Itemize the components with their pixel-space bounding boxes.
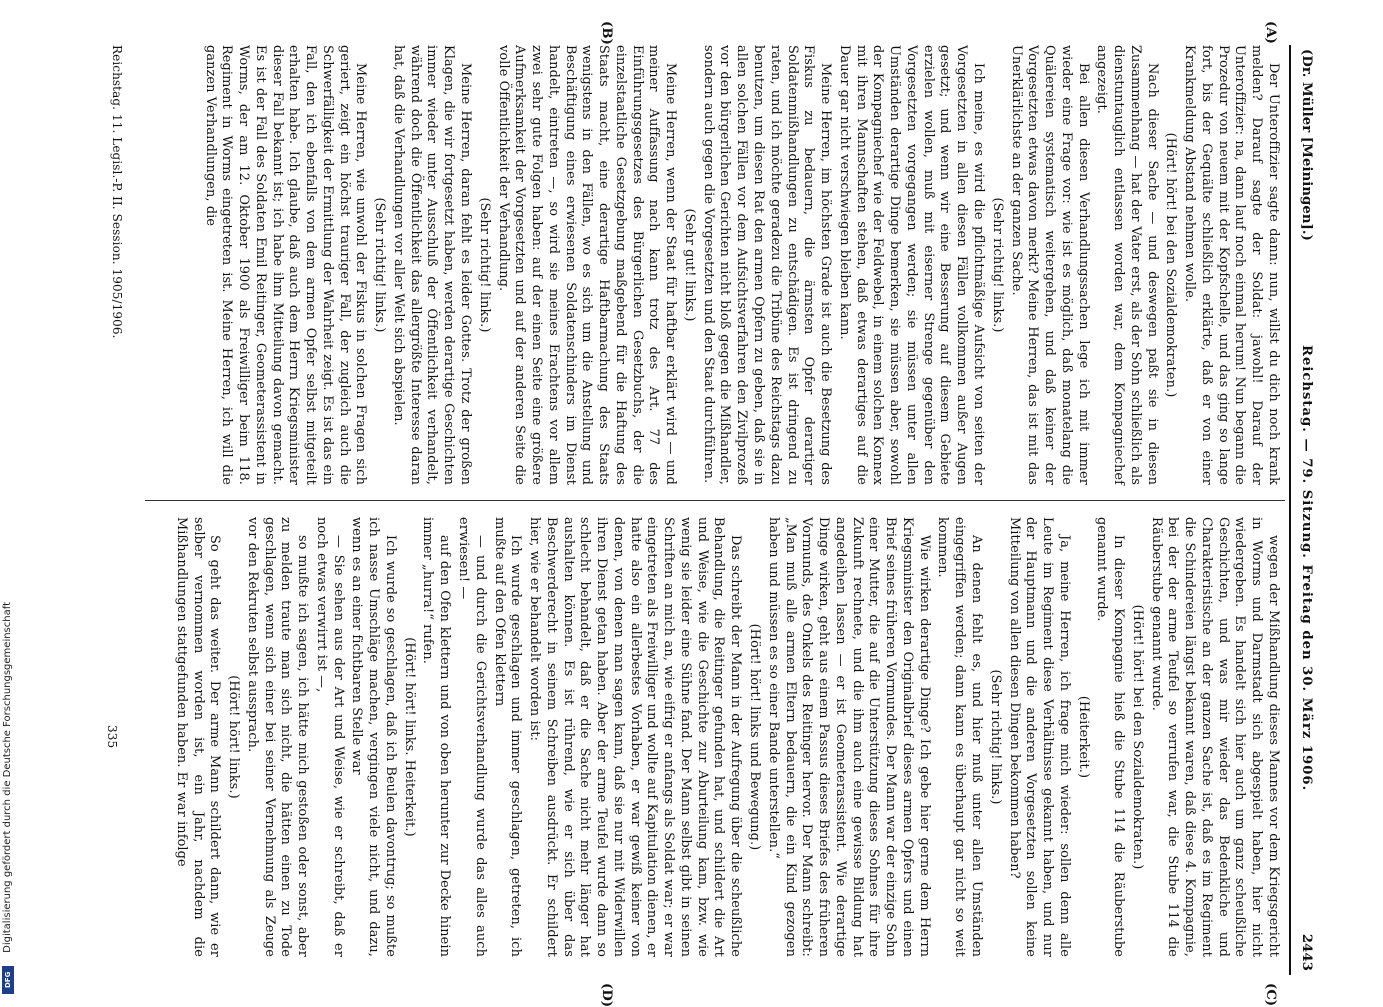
right-column-paragraph: Ich wurde geschlagen und immer geschlagen, getreten, ich mußte auf den Ofen klettern — [491, 517, 524, 957]
column-divider — [145, 500, 1285, 501]
footer-sheet-number: 335 — [105, 725, 119, 749]
funding-note: Digitalisierung gefördert durch die Deutsche Forschungsgemeinschaft — [2, 602, 13, 953]
left-column — [199, 45, 1281, 485]
right-column-paragraph: Ich wurde so geschlagen, daß ich Beulen davontrug; so mußte ich nasse Umschläge machen, vergingen viele nicht, und dazu, wenn es an einer fichtbaren Stelle war — [349, 517, 398, 957]
right-column-paragraph: (Hört! hört! links.) — [226, 675, 242, 799]
left-column-paragraph: Meine Herren, daran fehlt es leider Gottes. Trotz der großen Klagen, die wir fortgesetzt haben, werden derartige Geschichten immer wieder unter Ausschluß der Öffentlichkeit verhandelt, während doch die Öffentlichkeit das allergrößte Interesse daran hat, daß die Verhandlungen vor aller Welt sich abspielen. — [390, 45, 474, 485]
left-column-paragraph: Der Unteroffizier sagte dann: nun, willst du dich noch krank melden? Darauf sagte der Soldat: jawohl! Darauf der Unteroffizier: na, dann lauf noch einmal herum! Nun begann die Prozedur von neuem mit der Kopfschelle, und das ging so lange fort, bis der Gequälte schließlich erklärte, daß er von einer Krankmeldung Abstand nehmen wolle. — [1182, 45, 1281, 485]
right-column-paragraph: — und durch die Gerichtsverhandlung wurde das alles auch erwiesen! — — [456, 517, 488, 957]
header-speaker: (Dr. Müller [Meiningen].) — [1299, 49, 1314, 241]
right-column-paragraph: An denen fehlt es, und hier muß unter allen Umständen eingegriffen werden; dann kann es überhaupt gar nicht so weit kommen. — [935, 517, 984, 957]
dfg-logo: DFG — [2, 966, 14, 994]
left-column-paragraph: Bei allen diesen Verhandlungssachen lege ich mit immer wieder eine Frage vor: wie ist es möglich, daß monatelang die Quälereien systematisch weitergehen, und daß keiner der Vorgesetzten etwas davon merkt? Meine Herren, das ist mit das Unerklärlichste an der ganzen Sache. — [1008, 45, 1091, 485]
right-column-paragraph: — Sie sehen aus der Art und Weise, wie er schreibt, daß er noch etwas verwirrt ist —, — [313, 517, 346, 957]
left-column-paragraph: (Sehr richtig! links.) — [476, 197, 492, 333]
header-page-number: 2443 — [1299, 933, 1314, 971]
page-header — [1289, 45, 1315, 975]
newspaper-page — [75, 21, 1315, 1007]
right-column-paragraph: wegen der Mißhandlung dieses Mannes vor dem Kriegsgericht in Worms und Darmstadt sich abgespielt haben, hier nicht wiedergeben. Es handelt sich hier auch um ganz scheußliche Geschichten, und was mir wieder das Bedenkliche und Charakteristische an der ganzen Sache ist, daß es im Regiment die Schindereien längst bekannt waren, daß diese 4. Kompagnie, bei der der arme Teufel so verrufen war, die Stube 114 die Räuberstube genannt wurde. — [1148, 517, 1281, 957]
left-column-paragraph: (Hört! hört! bei den Sozialdemokraten.) — [1163, 132, 1179, 398]
right-column-paragraph: auf den Ofen klettern und von oben herunter zur Decke hinein immer „hurra!“ rufen. — [420, 517, 453, 957]
right-column — [170, 517, 1281, 957]
left-column-paragraph: (Sehr richtig! links.) — [989, 197, 1005, 333]
margin-marker-b: (B) — [599, 21, 614, 45]
right-column-paragraph: (Sehr richtig! links.) — [987, 669, 1003, 805]
left-column-paragraph: Ich meine, es wird die pflichtmäßige Aufsicht von seiten der Vorgesetzten in allen diesen Fällen vollkommen außer Augen gesetzt; und wenn wir eine Besserung auf diesem Gebiete erzielen wollen, muß mit eiserner Strenge gegenüber den Vorgesetzten vorgegangen werden; sie müssen unter allen Umständen derartige Dinge bemerken, sie müssen aber, sowohl der Kompagniechef wie der Feldwebel, in einem solchen Konnex mit ihren Mannschaften stehen, daß etwas derartiges auf die Dauer gar nicht verschwiegen bleiben kann. — [836, 45, 986, 485]
right-column-paragraph: Das schreibt der Mann in der Aufregung über die scheußliche Behandlung, die Reitinger gefunden hat, und schildert die Art und Weise, wie die Geschichte zur Aburteilung kam, bzw. wie wenig sie leider eine Sühne fand. Der Mann selbst gibt in seinen Schriften an mich an, wie eifrig er anfangs als Soldat war; er war eingetreten als Freiwilliger und wollte auf Kapitulation dienen, er hatte also ein allerbestes Vorhaben, er war gewiß keiner von denen, von denen man sagen kann, daß sie nur mit Widerwillen ihren Dienst getan haben. Aber der arme Teufel wurde dann so schlecht behandelt, daß er die Sache nicht mehr länger hat aushalten können. Es ist rührend, wie er sich über das Beschwerderecht in seinem Schreiben ausdrückt. Er schildert hier, wie er behandelt worden ist: — [527, 517, 744, 957]
left-column-paragraph: (Sehr gut! links.) — [681, 208, 697, 322]
left-column-paragraph: (Sehr richtig! links.) — [372, 197, 388, 333]
left-column-paragraph: Meine Herren, im höchsten Grade ist auch die Besetzung des Fiskus zu bedauern, die ärmsten Opfer derartiger Soldatenmißhandlungen zu entschädigen. Es ist dringend zu raten, und ich möchte geradezu die Tribüne des Reichstags dazu benutzen, um diesen Rat den armen Opfern zu geben, daß sie in allen solchen Fällen vor dem Aufsichtsverfahren den Zivilprozeß vor den bürgerlichen Gerichten nicht bloß gegen die Mißhandler, sondern auch gegen die Vorgesetzten und den Staat durchführen. — [700, 45, 834, 485]
right-column-paragraph: So geht das weiter. Der arme Mann schildert dann, wie er selber vernommen worden ist, ein Jahr, nachdem die Mißhandlungen stattgefunden haben. Er war infolge — [173, 517, 223, 957]
right-column-paragraph: (Hört! hört! links. Heiterkeit.) — [401, 637, 417, 837]
left-column-paragraph: Meine Herren, wenn der Staat für haftbar erklärt wird — und meiner Auffassung nach kann trotz des Art. 77 des Einführungsgesetzes des Bürgerlichen Gesetzbuchs, der die einzelstaatliche Gesetzgebung maßgebend für die Haftung des Staats macht, eine derartige Haftbarmachung des Staats wenigstens in den Fällen, wo es sich um die Anstellung und Beschäftigung eines erwiesenen Soldatenschinders im Dienst handelt, eintreten —, so wird sie meines Erachtens vor allem zwei sehr gute Folgen haben: auf der einen Seite eine größere Aufmerksamkeit der Vorgesetzten und auf der anderen Seite die volle Öffentlichkeit der Verhandlung. — [495, 45, 679, 485]
right-column-paragraph: so mußte ich sagen, ich hätte mich gestoßen oder sonst, aber zu melden traute man sich nicht, die hätten einen zu Tode geschlagen, wenn sich einer bei seiner Vernehmung als Zeuge vor den Rekruten selbst aussprach. — [244, 517, 311, 957]
right-column-paragraph: (Hört! hört! bei den Sozialdemokraten.) — [1129, 604, 1145, 870]
page-footer — [108, 45, 125, 485]
right-column-paragraph: (Heiterkeit.) — [1075, 695, 1091, 779]
header-title: Reichstag. — 79. Sitzung. Freitag den 30. März 1906. — [1299, 345, 1314, 792]
right-column-paragraph: In dieser Kompagnie hieß die Stube 114 die Räuberstube genannt wurde. — [1094, 517, 1127, 957]
left-column-paragraph: Nach dieser Sache — und deswegen paßt sie in diesen Zusammenhang — hat der Vater erst, als der Sohn schließlich als dienstuntauglich entlassen worden war, dem Kompagniechef angezeigt. — [1094, 45, 1160, 485]
margin-marker-a: (A) — [1263, 21, 1278, 45]
footer-citation: Reichstag. 11. Legisl.-P. II. Session. 1905/1906. — [110, 45, 124, 339]
right-column-paragraph: Ja, meine Herren, ich frage mich wieder: sollen denn alle Leute im Regiment diese Verhältnisse gekannt haben, und nur der Hauptmann und die anderen Vorgesetzten sollen keine Mitteilung von allen diesen Dingen bekommen haben? — [1006, 517, 1072, 957]
margin-marker-d: (D) — [599, 983, 614, 1007]
right-column-paragraph: Wie wirken derartige Dinge? Ich gebe hier gerne dem Herrn Kriegsminister den Originalbrief dieses armen Opfers und einen Brief seines früheren Vormundes. Der Mann war der einzige Sohn einer Mutter, die auf die Unterstützung dieses Sohnes für ihre Zukunft rechnete, und die ihm auch eine gewisse Bildung hat angedeihen lassen — er ist Geometerassistent. Wie derartige Dinge wirken, geht aus einem Passus dieses Briefes des früheren Vormunds, des Onkels des Reitinger hervor. Der Mann schreibt: „Man muß alle armen Eltern bedauern, die ein Kind gezogen haben und müssen es so einer Bande unterstellen.“ — [765, 517, 932, 957]
right-column-paragraph: (Hört! hört! links und Bewegung.) — [747, 623, 763, 851]
left-column-paragraph: Meine Herren, wie unwohl der Fiskus in solchen Fragen sich geriert, zeigt ein höchst trauriger Fall, der zugleich auch die Schwerfälligkeit der Ermittlung der Wahrheit zeigt. Es ist das ein Fall, den ich ebenfalls von dem armen Opfer selbst mitgeteilt erhalten habe. Ich glaube, daß auch dem Herrn Kriegsminister dieser Fall bekannt ist; ich habe ihm Mitteilung davon gemacht. Es ist der Fall des Soldaten Emil Reitinger, Geometerassistent in Worms, der am 12. Oktober 1900 als Freiwilliger beim 118. Regiment in Worms eingetreten ist. Meine Herren, ich will die ganzen Verhandlungen, die — [202, 45, 369, 485]
margin-marker-c: (C) — [1263, 983, 1278, 1007]
